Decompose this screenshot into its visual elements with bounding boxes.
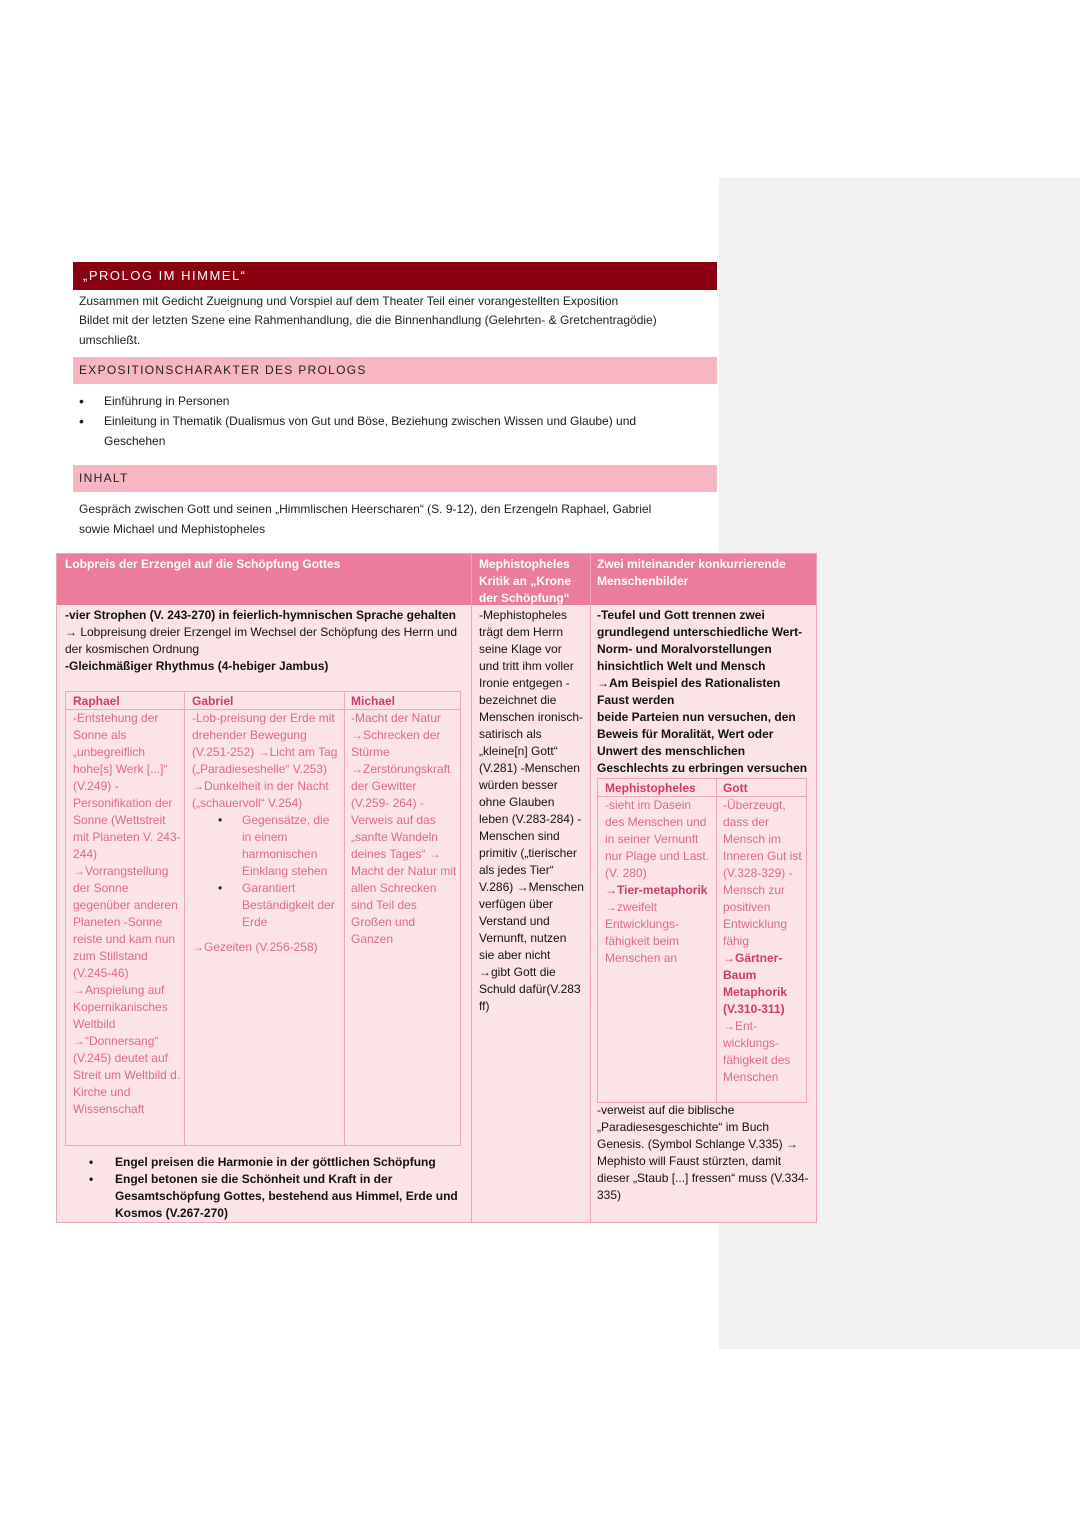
intro-line-3: umschließt.	[79, 333, 141, 347]
column-divider	[590, 554, 591, 1222]
list-item: • Garantiert Beständigkeit der Erde	[192, 880, 340, 931]
col3-intro-2: →Am Beispiel des Rationalisten Faust werden	[597, 676, 781, 707]
gott-heading: Gott	[723, 781, 748, 795]
raphael-column	[73, 693, 181, 1118]
header-lobpreis: Lobpreis der Erzengel auf die Schöpfung Gottes	[65, 557, 341, 571]
gabriel-heading: Gabriel	[192, 694, 234, 708]
raphael-text: -Entstehung der Sonne als „unbegreiflich hohe[s] Werk [...]“ (V.249) -Personifikation der Sonne (Wettstreit mit Planeten V. 243-244) →Vorrangstellung der Sonne gegenüber anderen Planeten -Sonne reiste und kam nun zum Stillstand (V.245-46) →Anspielung auf Kopernikanisches Weltbild →“Donnersang“ (V.245) deutet auf Streit um Weltbild d. Kirche und Wissenschaft	[73, 711, 181, 1116]
angels-subtable	[65, 691, 461, 1146]
col3-intro	[597, 607, 812, 777]
inhalt-line-2: sowie Michael und Mephistopheles	[79, 522, 266, 536]
gott-text-2: →Ent-wicklungs-fähigkeit des Menschen	[723, 1019, 791, 1084]
intro-strophen: -vier Strophen (V. 243-270) in feierlich-hymnischen Sprache gehalten	[65, 608, 457, 622]
list-item: • Engel preisen die Harmonie in der göttlichen Schöpfung	[83, 1154, 463, 1171]
michael-text: -Macht der Natur →Schrecken der Stürme →Zerstörungskraft der Gewitter (V.259- 264) -Verweis auf das „sanfte Wandeln deines Tages“ → Macht der Natur mit allen Schrecken sind Teil des Großen und Ganzen	[351, 711, 457, 946]
inhalt-line-1: Gespräch zwischen Gott und seinen „Himmlischen Heerscharen“ (S. 9-12), den Erzengeln Raphael, Gabriel	[79, 502, 652, 516]
gott-text-1: -Überzeugt, dass der Mensch im Inneren Gut ist (V.328-329) -Mensch zur positiven Entwicklung fähig	[723, 798, 802, 948]
header-mephistopheles-kritik: Mephistopheles Kritik an „Krone der Schöpfung“	[479, 557, 572, 605]
intro-line-1: Zusammen mit Gedicht Zueignung und Vorspiel auf dem Theater Teil einer vorangestellten Exposition	[79, 294, 619, 308]
exposition-list	[79, 391, 679, 451]
gabriel-column	[192, 693, 340, 956]
gabriel-gezeiten: →Gezeiten (V.256-258)	[192, 940, 318, 954]
section-heading-inhalt: INHALT	[73, 465, 717, 492]
list-item: • Gegensätze, die in einem harmonischen Einklang stehen	[192, 812, 340, 880]
overview-table	[56, 553, 817, 1223]
mephisto-column	[605, 780, 713, 967]
col3-intro-3: beide Parteien nun versuchen, den Beweis für Moralität, Wert oder Unwert des menschlichen Geschlechts zu erbringen versuchen	[597, 710, 808, 775]
section-heading-exposition: EXPOSITIONSCHARAKTER DES PROLOGS	[73, 357, 717, 384]
mephisto-heading: Mephistopheles	[605, 781, 696, 795]
michael-heading: Michael	[351, 694, 396, 708]
gabriel-text: -Lob-preisung der Erde mit drehender Bewegung (V.251-252) →Licht am Tag („Paradieseshelle“ V.253) →Dunkelheit in der Nacht („schauervoll“ V.254)	[192, 711, 338, 810]
raphael-heading: Raphael	[73, 694, 120, 708]
intro-line-2: Bildet mit der letzten Szene eine Rahmenhandlung, die die Binnenhandlung (Gelehrten- & Gretchentragödie)	[79, 313, 657, 327]
engel-summary-list	[83, 1154, 463, 1222]
mephistopheles-critique-text: -Mephistopheles trägt dem Herrn seine Klage vor und tritt ihm voller Ironie entgegen -bezeichnet die Menschen ironisch-satirisch als „kleine[n] Gott“ (V.281) -Menschen würden besser ohne Glauben leben (V.283-284) -Menschen sind primitiv („tierischer als jedes Tier“ V.286) →Menschen verfügen über Verstand und Vernunft, nutzen sie aber nicht →gibt Gott die Schuld dafür(V.283 ff)	[479, 608, 584, 1013]
gott-metaphor: →Gärtner-Baum Metaphorik (V.310-311)	[723, 951, 788, 1016]
col1-intro	[65, 607, 465, 675]
header-menschenbilder: Zwei miteinander konkurrierende Menschenbilder	[597, 557, 786, 588]
col3-intro-1: -Teufel und Gott trennen zwei grundlegend unterschiedliche Wert- Norm- und Moralvorstellungen hinsichtlich Welt und Mensch	[597, 608, 803, 673]
list-item: • Einleitung in Thematik (Dualismus von Gut und Böse, Beziehung zwischen Wissen und Glaube) und Geschehen	[79, 411, 664, 451]
menschenbild-subtable	[597, 778, 807, 1103]
mephisto-metaphor: →Tier-metaphorik	[605, 883, 708, 897]
column-divider	[471, 554, 472, 1222]
col3-paradise-text: -verweist auf die biblische „Paradiesesgeschichte“ im Buch Genesis. (Symbol Schlange V.335) → Mephisto will Faust stürzten, damit dieser „Staub [...] fressen“ muss (V.334-335)	[597, 1103, 809, 1202]
intro-rhythmus: -Gleichmäßiger Rhythmus (4-hebiger Jambus)	[65, 659, 329, 673]
intro-lobpreisung: → Lobpreisung dreier Erzengel im Wechsel der Schöpfung des Herrn und der kosmischen Ordnung	[65, 625, 457, 656]
gabriel-bullets	[192, 812, 340, 931]
gott-column	[723, 780, 803, 1086]
mephisto-text-1: -sieht im Dasein des Menschen und in seiner Vernunft nur Plage und Last. (V. 280)	[605, 798, 710, 880]
michael-column	[351, 693, 457, 948]
list-item: • Einführung in Personen	[79, 391, 679, 411]
mephisto-text-2: →zweifelt Entwicklungs-fähigkeit beim Menschen an	[605, 900, 680, 965]
list-item: • Engel betonen sie die Schönheit und Kraft in der Gesamtschöpfung Gottes, bestehend aus Himmel, Erde und Kosmos (V.267-270)	[83, 1171, 463, 1222]
page-title: „PROLOG IM HIMMEL“	[73, 262, 717, 290]
